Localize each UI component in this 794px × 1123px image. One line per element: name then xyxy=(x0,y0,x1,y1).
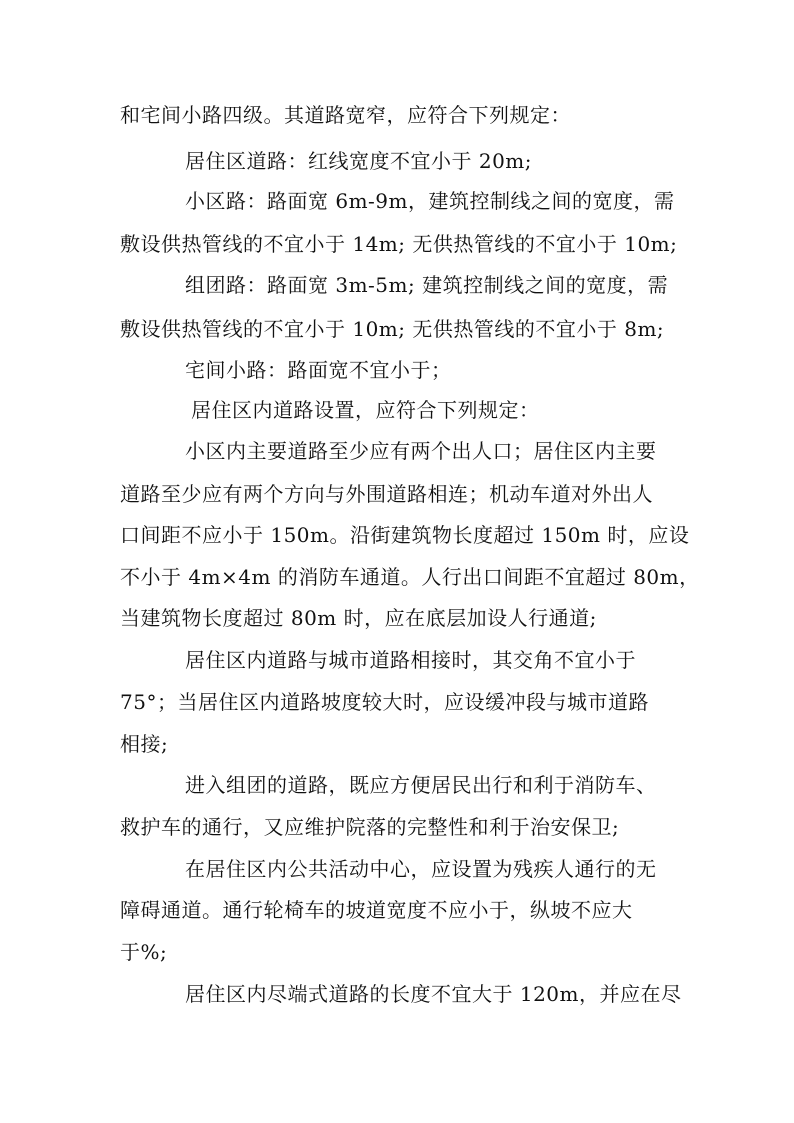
text-line-15: 75°；当居住区内道路坡度较大时，应设缓冲段与城市道路 xyxy=(120,690,649,714)
text-line-10: 道路至少应有两个方向与外围道路相连；机动车道对外出人 xyxy=(120,482,653,506)
text-line-22: 居住区内尽端式道路的长度不宜大于 120m，并应在尽 xyxy=(185,982,682,1006)
text-line-1: 和宅间小路四级。其道路宽窄，应符合下列规定： xyxy=(120,103,571,127)
text-line-18: 救护车的通行，又应维护院落的完整性和利于治安保卫; xyxy=(120,815,620,839)
text-line-8: 居住区内道路设置，应符合下列规定： xyxy=(191,398,540,422)
text-line-4: 敷设供热管线的不宜小于 14m; 无供热管线的不宜小于 10m; xyxy=(120,232,678,256)
text-line-20: 障碍通道。通行轮椅车的坡道宽度不应小于，纵坡不应大 xyxy=(120,898,633,922)
text-line-11: 口间距不应小于 150m。沿街建筑物长度超过 150m 时，应设 xyxy=(120,523,690,547)
text-line-14: 居住区内道路与城市道路相接时，其交角不宜小于 xyxy=(185,648,636,672)
text-line-9: 小区内主要道路至少应有两个出人口；居住区内主要 xyxy=(185,439,657,463)
text-line-7: 宅间小路：路面宽不宜小于； xyxy=(185,358,452,382)
text-line-19: 在居住区内公共活动中心，应设置为残疾人通行的无 xyxy=(185,857,657,881)
text-line-13: 当建筑物长度超过 80m 时，应在底层加设人行通道; xyxy=(120,606,597,630)
text-line-3: 小区路：路面宽 6m-9m，建筑控制线之间的宽度，需 xyxy=(185,189,675,213)
text-line-6: 敷设供热管线的不宜小于 10m; 无供热管线的不宜小于 8m; xyxy=(120,317,665,341)
text-line-16: 相接; xyxy=(120,732,169,756)
text-line-12: 不小于 4m×4m 的消防车通道。人行出口间距不宜超过 80m， xyxy=(120,565,700,589)
text-line-5: 组团路：路面宽 3m-5m; 建筑控制线之间的宽度，需 xyxy=(185,273,669,297)
text-line-21: 于%; xyxy=(120,940,168,964)
text-line-17: 进入组团的道路，既应方便居民出行和利于消防车、 xyxy=(185,773,657,797)
text-line-2: 居住区道路：红线宽度不宜小于 20m; xyxy=(185,149,533,173)
